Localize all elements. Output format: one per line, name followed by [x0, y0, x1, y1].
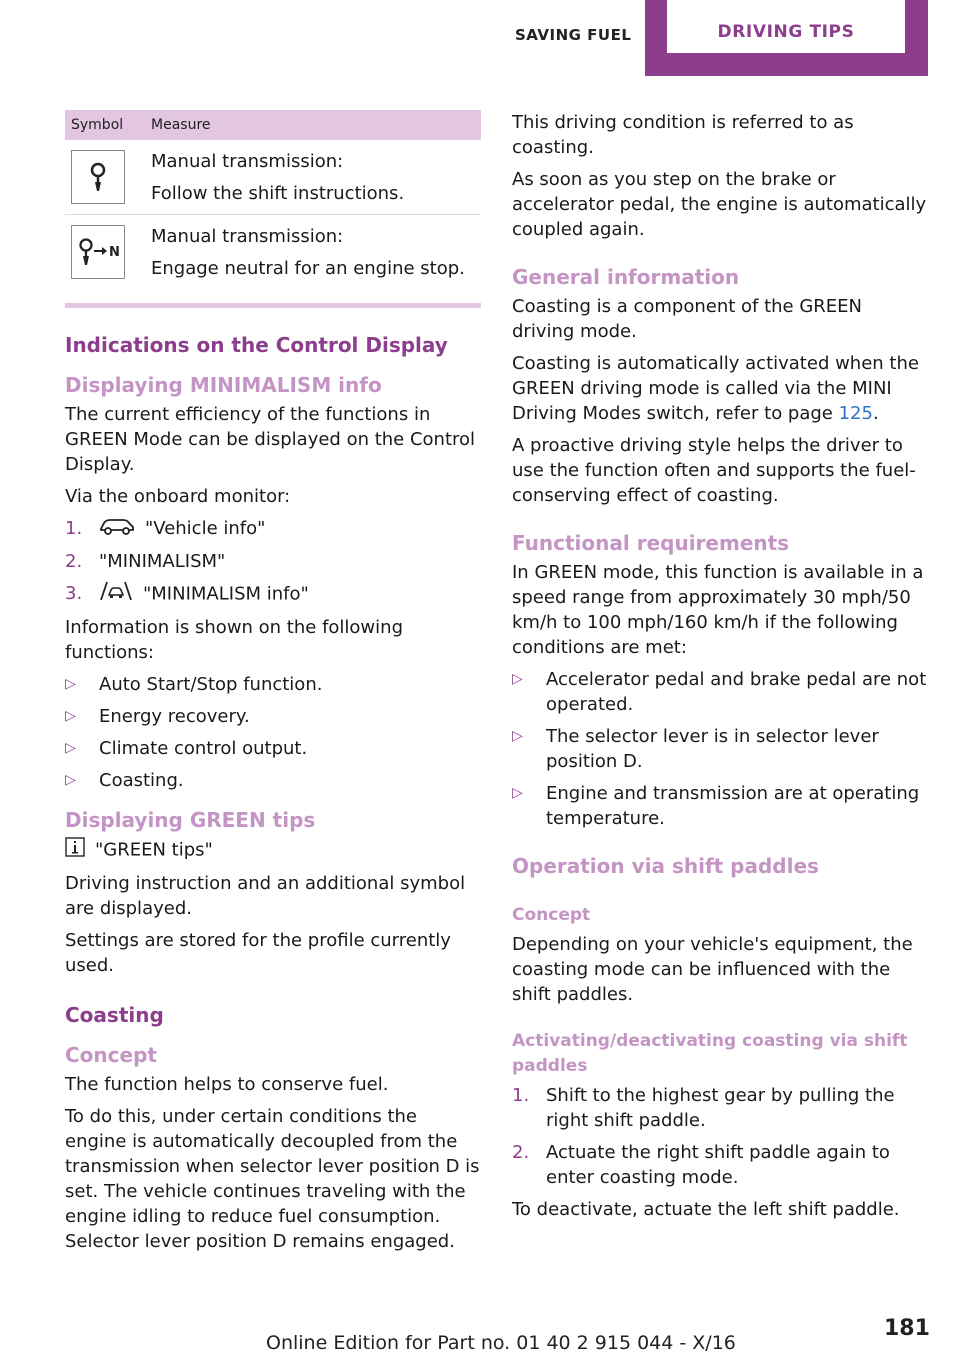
left-column: [65, 110, 481, 1261]
step-text: "MINIMALISM": [99, 550, 226, 572]
list-item: [65, 516, 481, 542]
bullet-triangle-icon: ▷: [65, 707, 76, 724]
step-number: 2.: [512, 1142, 530, 1163]
page-header: [0, 0, 645, 76]
bullet-triangle-icon: ▷: [512, 785, 523, 801]
bullet-text: Coasting.: [99, 769, 184, 791]
condition-bullets: [512, 667, 928, 831]
step-number: 1.: [65, 518, 83, 539]
table-row: [65, 215, 481, 290]
table-cell-title: Manual transmission:: [151, 151, 344, 172]
paragraph: As soon as you step on the brake or accelerator pedal, the engine is automatically coupled again.: [512, 169, 927, 240]
list-item: [65, 581, 481, 608]
heading-coasting: Coasting: [65, 1002, 164, 1027]
step-text: Actuate the right shift paddle again to enter coasting mode.: [546, 1142, 890, 1188]
gear-lever-neutral-icon: [71, 225, 125, 279]
paragraph: The function helps to conserve fuel.: [65, 1073, 389, 1095]
paragraph: Via the onboard monitor:: [65, 486, 291, 507]
paragraph: To deactivate, actuate the left shift paddle.: [512, 1199, 900, 1220]
bullet-triangle-icon: ▷: [65, 771, 76, 788]
heading-concept: Concept: [512, 905, 591, 925]
function-bullets: [65, 672, 481, 793]
paragraph: This driving condition is referred to as coasting.: [512, 112, 854, 158]
table-cell-text: Follow the shift instructions.: [151, 183, 405, 204]
list-item: [65, 704, 481, 729]
step-text: "MINIMALISM info": [143, 583, 309, 604]
bullet-triangle-icon: ▷: [65, 675, 76, 692]
step-number: 3.: [65, 582, 83, 604]
car-icon: [99, 517, 135, 542]
table-cell-title: Manual transmission:: [151, 226, 344, 247]
list-item: [65, 736, 481, 761]
step-text: "Vehicle info": [145, 518, 266, 539]
paragraph: Coasting is a component of the GREEN driving mode.: [512, 296, 863, 342]
green-tips-menu-item: "GREEN tips": [65, 837, 481, 864]
page-reference-link[interactable]: 125: [838, 403, 873, 424]
list-item: [512, 1083, 928, 1133]
svg-text:N: N: [109, 245, 120, 260]
heading-green-tips: Displaying GREEN tips: [65, 807, 316, 832]
operation-steps: [512, 1083, 928, 1190]
paragraph: Settings are stored for the profile currently used.: [65, 929, 451, 976]
step-text: Shift to the highest gear by pulling the right shift paddle.: [546, 1085, 895, 1131]
bullet-triangle-icon: ▷: [65, 739, 76, 756]
bullet-triangle-icon: ▷: [512, 728, 523, 744]
table-header-symbol: Symbol: [65, 110, 141, 140]
list-item: [512, 724, 928, 774]
heading-activating: Activating/deactivating coasting via shift paddles: [512, 1031, 908, 1076]
paragraph: In GREEN mode, this function is available in a speed range from approximately 30 mph/50 km/h to 100 mph/160 km/h if the following conditions are met:: [512, 562, 924, 658]
right-column: [512, 110, 928, 1229]
section-tab[interactable]: SAVING FUEL: [515, 26, 632, 44]
road-car-icon: [99, 581, 133, 608]
chapter-tab-label: DRIVING TIPS: [717, 22, 855, 42]
bullet-text: Engine and transmission are at operating temperature.: [546, 783, 920, 829]
edition-note: Online Edition for Part no. 01 40 2 915 044 - X/16: [266, 1332, 736, 1354]
heading-minimalism: Displaying MINIMALISM info: [65, 373, 382, 397]
symbol-table: [65, 110, 481, 289]
step-number: 2.: [65, 550, 83, 572]
list-item: [512, 667, 928, 717]
bullet-text: Energy recovery.: [99, 705, 250, 727]
page-footer: [0, 1316, 960, 1360]
paragraph: Driving instruction and an additional symbol are displayed.: [65, 872, 466, 919]
paragraph: The current efficiency of the functions in GREEN Mode can be displayed on the Control Display.: [65, 404, 476, 475]
paragraph: Depending on your vehicle's equipment, the coasting mode can be influenced with the shift paddles.: [512, 934, 913, 1005]
gear-lever-icon: [71, 150, 125, 204]
heading-general-information: General information: [512, 265, 740, 289]
paragraph: Coasting is automatically activated when the GREEN driving mode is called via the MINI Driving Modes switch, refer to page 125.: [512, 353, 919, 424]
heading-indications: Indications on the Control Display: [65, 333, 448, 357]
minimalism-steps: [65, 516, 481, 608]
table-header-measure: Measure: [141, 110, 481, 140]
list-item: [65, 672, 481, 697]
paragraph: Information is shown on the following functions:: [65, 616, 403, 663]
bullet-text: Auto Start/Stop function.: [99, 673, 323, 695]
page-number: 181: [884, 1316, 930, 1341]
heading-functional-requirements: Functional requirements: [512, 531, 790, 555]
table-row: [65, 140, 481, 215]
list-item: [512, 781, 928, 831]
chapter-tab[interactable]: [645, 0, 928, 76]
table-cell-text: Engage neutral for an engine stop.: [151, 258, 465, 279]
info-icon: [65, 837, 85, 864]
table-bottom-rule: [65, 303, 481, 308]
bullet-text: Climate control output.: [99, 737, 308, 759]
bullet-text: The selector lever is in selector lever position D.: [546, 726, 879, 772]
paragraph: A proactive driving style helps the driver to use the function often and supports the fuel-conserving effect of coasting.: [512, 435, 916, 506]
heading-concept: Concept: [65, 1042, 157, 1067]
step-number: 1.: [512, 1085, 530, 1106]
paragraph: To do this, under certain conditions the engine is automatically decoupled from the transmission when selector lever position D is set. The vehicle continues traveling with the engine idling to reduce fuel consumption. Selector lever position D remains engaged.: [65, 1105, 480, 1252]
heading-operation: Operation via shift paddles: [512, 854, 819, 878]
bullet-text: Accelerator pedal and brake pedal are not operated.: [546, 669, 927, 715]
list-item: [512, 1140, 928, 1190]
list-item: [65, 549, 481, 574]
list-item: [65, 768, 481, 793]
bullet-triangle-icon: ▷: [512, 671, 523, 687]
